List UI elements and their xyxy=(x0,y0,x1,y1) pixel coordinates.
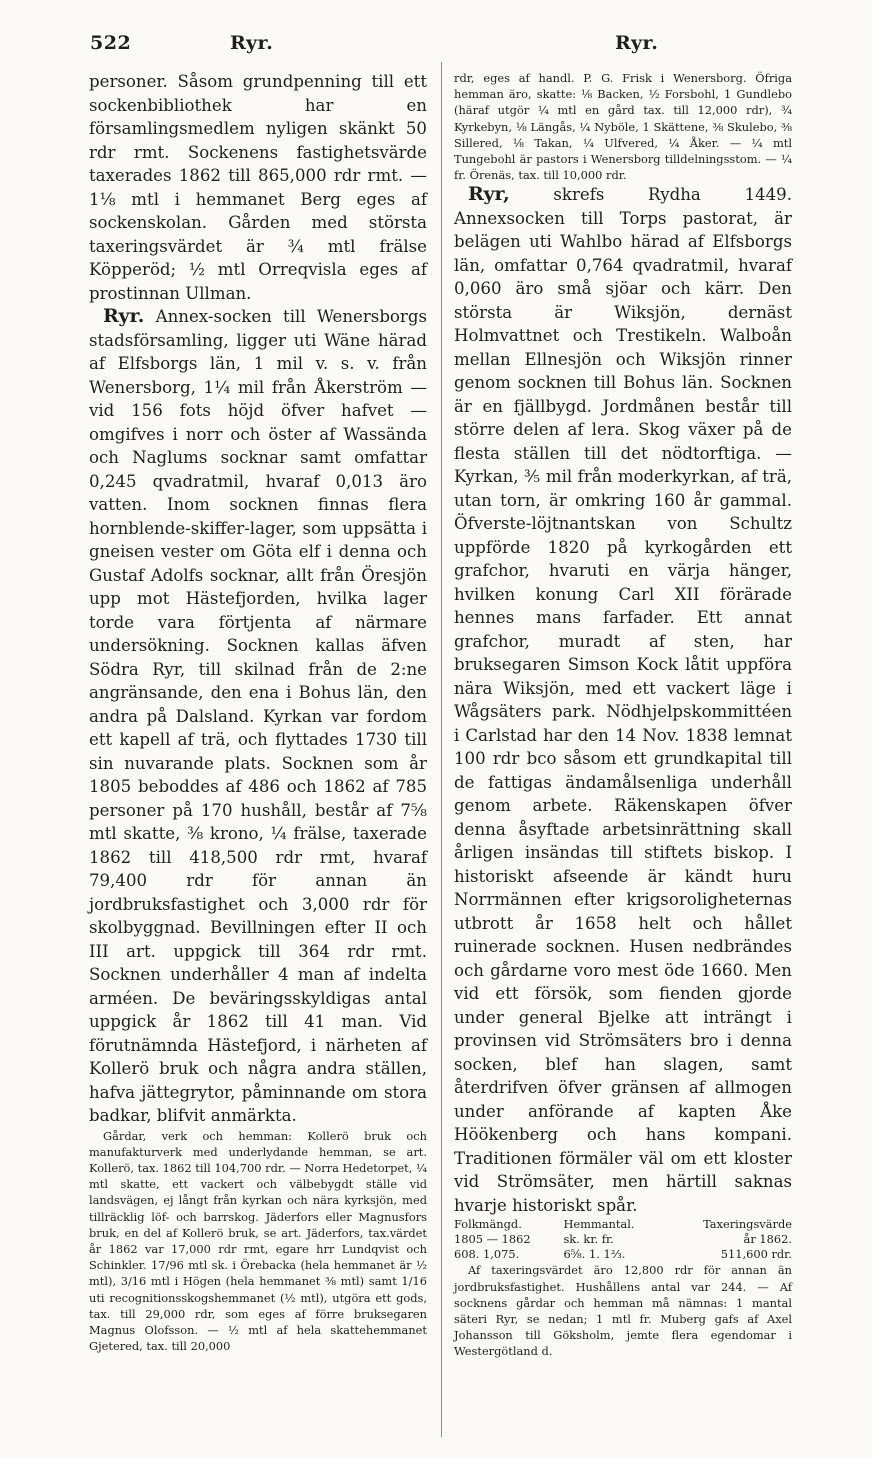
stats-subheader: 1805 — 1862 xyxy=(454,1232,531,1247)
stats-header: Folkmängd. xyxy=(454,1217,522,1232)
ryr-headword-2: Ryr, xyxy=(468,183,510,206)
column-divider xyxy=(441,62,442,1437)
stats-value: 511,600 rdr. xyxy=(720,1247,792,1262)
stats-subheader: sk. kr. fr. xyxy=(563,1232,614,1247)
stats-subheader: år 1862. xyxy=(743,1232,792,1247)
ryr-entry-2 xyxy=(454,183,792,1217)
left-column xyxy=(89,70,427,1354)
running-head-right: Ryr. xyxy=(615,32,659,54)
stats-subheader-row xyxy=(454,1232,792,1247)
right-column xyxy=(454,70,792,1360)
running-head-left: Ryr. xyxy=(230,32,274,54)
left-paragraph-1: personer. Såsom grundpenning till ett sockenbibliothek har en församlingsmedlem nyligen skänkt 50 rdr rmt. Sockenens fastighetsvärde taxerades 1862 till 865,000 rdr rmt. — 1⅛ mtl i hemmanet Berg eges af sockenskolan. Gården med största taxeringsvärdet är ¾ mtl frälse Köpperöd; ½ mtl Orreqvisla eges af prostinnan Ullman. xyxy=(89,72,427,303)
stats-value-row xyxy=(454,1247,792,1262)
stats-header: Hemmantal. xyxy=(563,1217,635,1232)
right-paragraph-1: rdr, eges af handl. P. G. Frisk i Wenersborg. Öfriga hemman äro, skatte: ⅛ Backen, ½ Forsbohl, 1 Gundlebo (häraf utgör ¼ mtl en gård tax. till 12,000 rdr), ¾ Kyrkebyn, ⅛ Längås, ¼ Nyböle, 1 Skättene, ⅜ Skulebo, ⅜ Sillered, ⅛ Takan, ¼ Ulfvered, ¼ Åker. — ¼ mtl Tungebohl är pastors i Wenersborg tilldelningsstom. — ¼ fr. Örenäs, tax. till 10,000 rdr. xyxy=(454,71,792,183)
ryr-headword-1: Ryr. xyxy=(103,305,145,327)
ryr-entry-1 xyxy=(89,305,427,1128)
stats-value: 608. 1,075. xyxy=(454,1247,520,1262)
left-farms-paragraph: Gårdar, verk och hemman: Kollerö bruk och manufakturverk med underlydande hemman, se art. Kollerö, tax. 1862 till 104,700 rdr. — Norra Hedetorpet, ¼ mtl skatte, ett vackert och välbebygdt ställe vid landsvägen, ej långt från kyrkan och nära kyrksjön, med tillräcklig löf- och barrskog. Jäderfors eller Magnusfors bruk, en del af Kollerö bruk, se art. Jäderfors, tax.värdet år 1862 var 17,000 rdr rmt, egare hrr Lundqvist och Schinkler. 17/96 mtl sk. i Örebacka (hela hemmanet är ½ mtl), 3/16 mtl i Högen (hela hemmanet ⅜ mtl) samt 1/16 uti recognitionsskogshemmanet (½ mtl), utgöra ett gods, tax. till 29,000 rdr, som eges af förre bruksegaren Magnus Olofsson. — ½ mtl af hela skattehemmanet Gjetered, tax. till 20,000 xyxy=(89,1128,427,1354)
page-number: 522 xyxy=(90,32,132,54)
statistics-table xyxy=(454,1217,792,1262)
stats-value: 6⅝. 1. 1⅔. xyxy=(563,1247,626,1262)
ryr-entry-1-body: Annex-socken till Wenersborgs stadsförsamling, ligger uti Wäne härad af Elfsborgs län, 1 mil v. s. v. från Wenersborg, 1¼ mil från Åkerström — vid 156 fots höjd öfver hafvet — omgifves i norr och öster af Wassända och Naglums socknar samt omfattar 0,245 qvadratmil, hvaraf 0,013 äro vatten. Inom socknen finnas flera hornblende-skiffer-lager, som uppsätta i gneisen vester om Göta elf i denna och Gustaf Adolfs socknar, allt från Öresjön upp mot Hästefjorden, hvilka lager torde vara förtjenta af närmare undersökning. Socknen kallas äfven Södra Ryr, till skilnad från de 2:ne angränsande, den ena i Bohus län, den andra på Dalsland. Kyrkan var fordom ett kapell af trä, och flyttades 1730 till sin nuvarande plats. Socknen som år 1805 beboddes af 486 och 1862 af 785 personer på 170 hushåll, består af 7⅝ mtl skatte, ⅜ krono, ¼ frälse, taxerade 1862 till 418,500 rdr rmt, hvaraf 79,400 rdr för annan än jordbruksfastighet och 3,000 rdr för skolbyggnad. Bevillningen efter II och III art. uppgick till 364 rdr rmt. Socknen underhåller 4 man af indelta arméen. De beväringsskyldigas antal uppgick år 1862 till 41 man. Vid förutnämnda Hästefjord, i närheten af Kollerö bruk och några andra ställen, hafva jättegrytor, påminnande om stora badkar, blifvit anmärkta. xyxy=(89,307,427,1125)
stats-header: Taxeringsvärde xyxy=(703,1217,792,1232)
right-closing-paragraph: Af taxeringsvärdet äro 12,800 rdr för annan än jordbruksfastighet. Hushållens antal var 244. — Af socknens gårdar och hemman må nämnas: 1 mantal säteri Ryr, se nedan; 1 mtl fr. Muberg gafs af Axel Johansson till Göksholm, jemte flera egendomar i Westergötland d. xyxy=(454,1263,792,1359)
ryr-entry-2-body: skrefs Rydha 1449. Annexsocken till Torps pastorat, är belägen uti Wahlbo härad af Elfsborgs län, omfattar 0,764 qvadratmil, hvaraf 0,060 äro små sjöar och kärr. Den största är Wiksjön, dernäst Holmvattnet och Trestikeln. Walboån mellan Ellnesjön och Wiksjön rinner genom socknen till Bohus län. Socknen är en fjällbygd. Jordmånen består till större delen af lera. Skog växer på de flesta ställen till det nödtorftiga. — Kyrkan, ⅗ mil från moderkyrkan, af trä, utan torn, är omkring 160 år gammal. Öfverste-löjtnantskan von Schultz uppförde 1820 på kyrkogården ett grafchor, hvaruti en värja hänger, hvilken konung Carl XII förärade hennes mans farfader. Ett annat grafchor, muradt af sten, har bruksegaren Simson Kock låtit uppföra nära Wiksjön, med ett vackert läge i Wågsäters park. Nödhjelpskommittéen i Carlstad har den 14 Nov. 1838 lemnat 100 rdr bco såsom ett grundkapital till de fattigas ändamålsenliga underhåll genom arbete. Räkenskapen öfver denna åsyftade arbetsinrättning skall årligen insändas till stiftets biskop. I historiskt afseende är kändt huru Norrmännen efter krigsoroligheternas utbrott år 1658 helt och hållet ruinerade socknen. Husen nedbrändes och gårdarne voro mest öde 1660. Men vid ett försök, som fienden gjorde under general Bjelke att inträngt i provinsen vid Strömsäters bro i denna socken, blef han slagen, samt återdrifven öfver gränsen af allmogen under anförande af kapten Åke Höökenberg och hans kompani. Traditionen förmäler väl om ett kloster vid Strömsäter, men härtill saknas hvarje historiskt spår. xyxy=(454,185,792,1215)
stats-header-row xyxy=(454,1217,792,1232)
